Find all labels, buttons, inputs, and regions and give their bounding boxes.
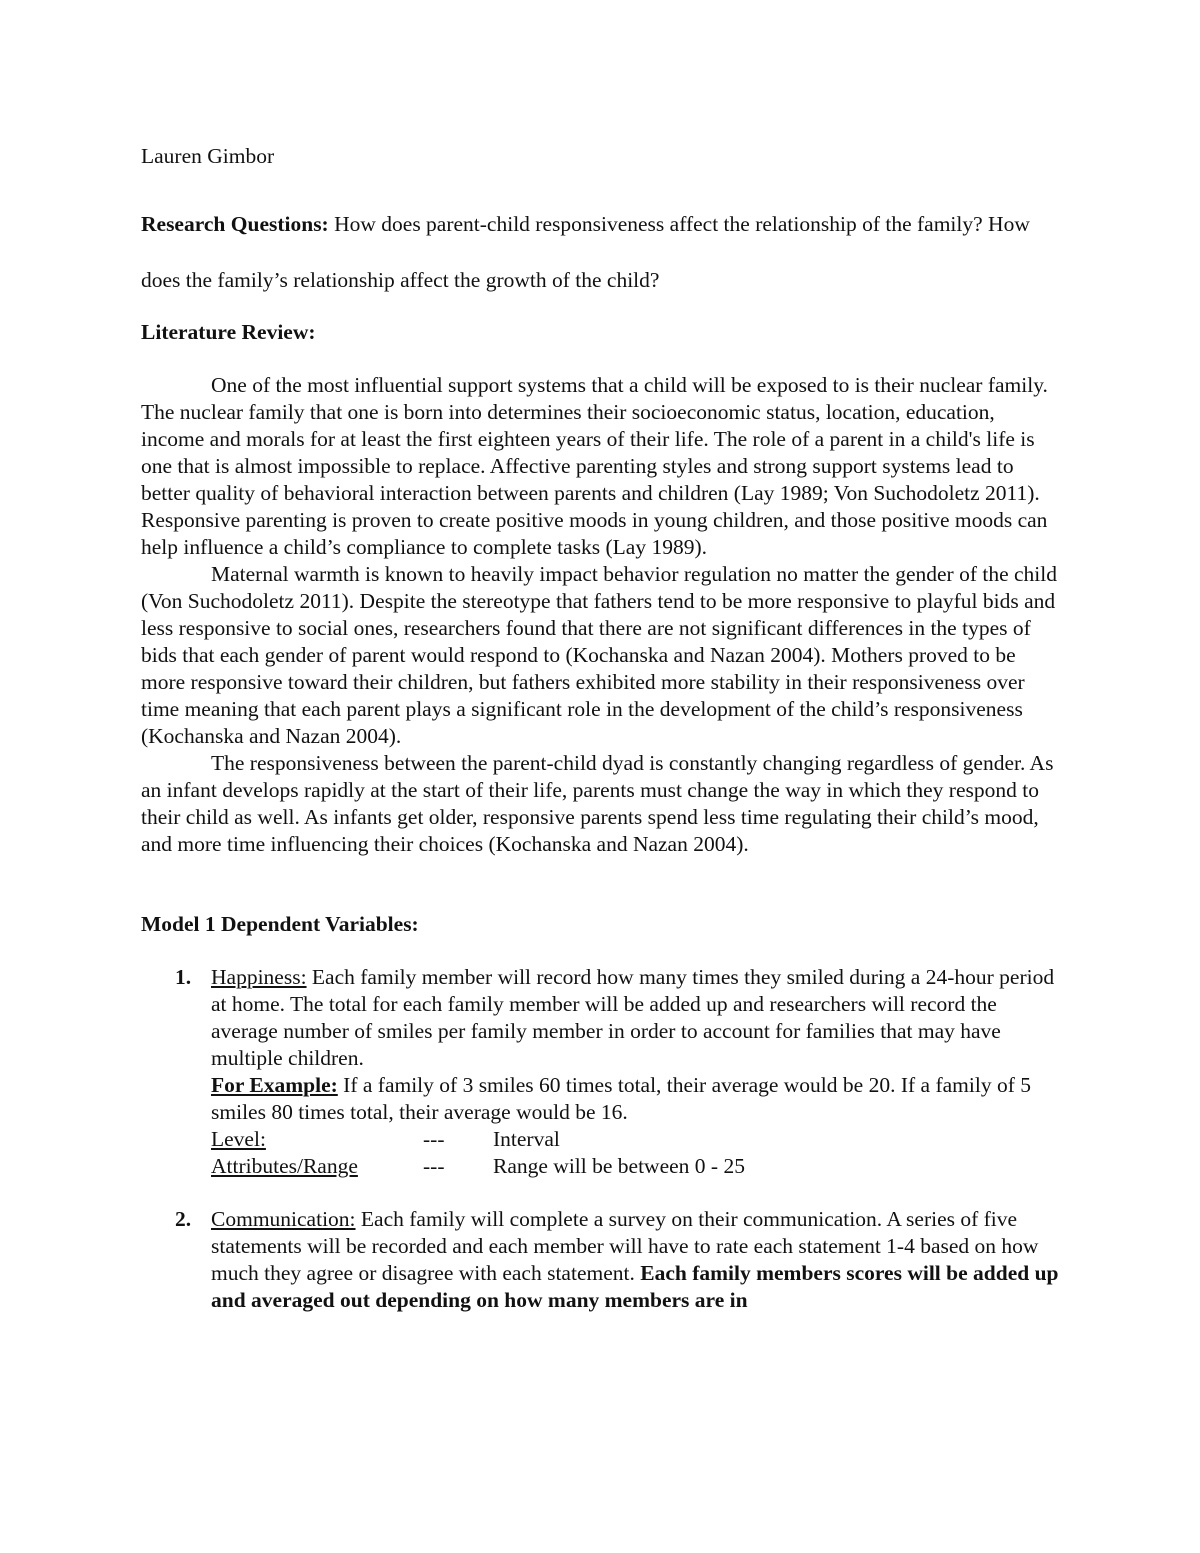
document-page [141, 142, 1061, 1340]
variable-description [211, 964, 1061, 1072]
level-separator: --- [423, 1127, 445, 1151]
variable-item-communication [141, 1206, 1061, 1314]
model-heading: Model 1 Dependent Variables: [141, 912, 419, 936]
example-text: If a family of 3 smiles 60 times total, their average would be 20. If a family of 5 smiles 80 times total, their average would be 16. [211, 1073, 1031, 1124]
literature-paragraph-2: Maternal warmth is known to heavily impact behavior regulation no matter the gender of the child (Von Suchodoletz 2011). Despite the stereotype that fathers tend to be more responsive to playful bids and less responsive to social ones, researchers found that there are not significant differences in the types of bids that each gender of parent would respond to (Kochanska and Nazan 2004). Mothers proved to be more responsive toward their children, but fathers exhibited more stability in their responsiveness over time meaning that each parent plays a significant role in the development of the child’s responsiveness (Kochanska and Nazan 2004). [141, 562, 1058, 748]
list-number: 2. [175, 1207, 192, 1231]
dependent-variables-list [141, 964, 1061, 1314]
range-label: Attributes/Range [211, 1154, 358, 1178]
variable-text: Each family will complete a survey on their communication. A series of five statements will be recorded and each member will have to rate each statement 1-4 based on how much they agree or disagree with each statement. [211, 1207, 1039, 1285]
literature-review-heading: Literature Review: [141, 320, 316, 344]
level-value: Interval [493, 1127, 560, 1151]
level-label: Level: [211, 1127, 266, 1151]
level-row [211, 1126, 1061, 1153]
variable-description [211, 1206, 1061, 1314]
literature-paragraph-3: The responsiveness between the parent-child dyad is constantly changing regardless of gender. As an infant develops rapidly at the start of their life, parents must change the way in which they respond to their child as well. As infants get older, responsive parents spend less time regulating their child’s mood, and more time influencing their choices (Kochanska and Nazan 2004). [141, 751, 1054, 856]
research-questions-label: Research Questions: [141, 212, 329, 236]
literature-paragraph-1: One of the most influential support systems that a child will be exposed to is their nuclear family. The nuclear family that one is born into determines their socioeconomic status, location, education, income and morals for at least the first eighteen years of their life. The role of a parent in a child's life is one that is almost impossible to replace. Affective parenting styles and strong support systems lead to better quality of behavioral interaction between parents and children (Lay 1989; Von Suchodoletz 2011). Responsive parenting is proven to create positive moods in young children, and those positive moods can help influence a child’s compliance to complete tasks (Lay 1989). [141, 373, 1048, 559]
range-value: Range will be between 0 - 25 [493, 1154, 745, 1178]
example-block [211, 1072, 1061, 1126]
example-label: For Example: [211, 1073, 338, 1097]
author-name: Lauren Gimbor [141, 144, 275, 168]
range-row [211, 1153, 1061, 1180]
list-number: 1. [175, 965, 192, 989]
variable-title: Communication: [211, 1207, 356, 1231]
research-questions-text: How does parent-child responsiveness affect the relationship of the family? How does the family’s relationship affect the growth of the child? [141, 212, 1030, 292]
variable-item-happiness [141, 964, 1061, 1180]
variable-title: Happiness: [211, 965, 307, 989]
variable-text: Each family member will record how many times they smiled during a 24-hour period at home. The total for each family member will be added up and researchers will record the average number of smiles per family member in order to account for families that may have multiple children. [211, 965, 1055, 1070]
range-separator: --- [423, 1154, 445, 1178]
research-questions [141, 196, 1061, 308]
variable-bold-text: Each family members scores will be added up and averaged out depending on how many members are in [211, 1261, 1059, 1312]
